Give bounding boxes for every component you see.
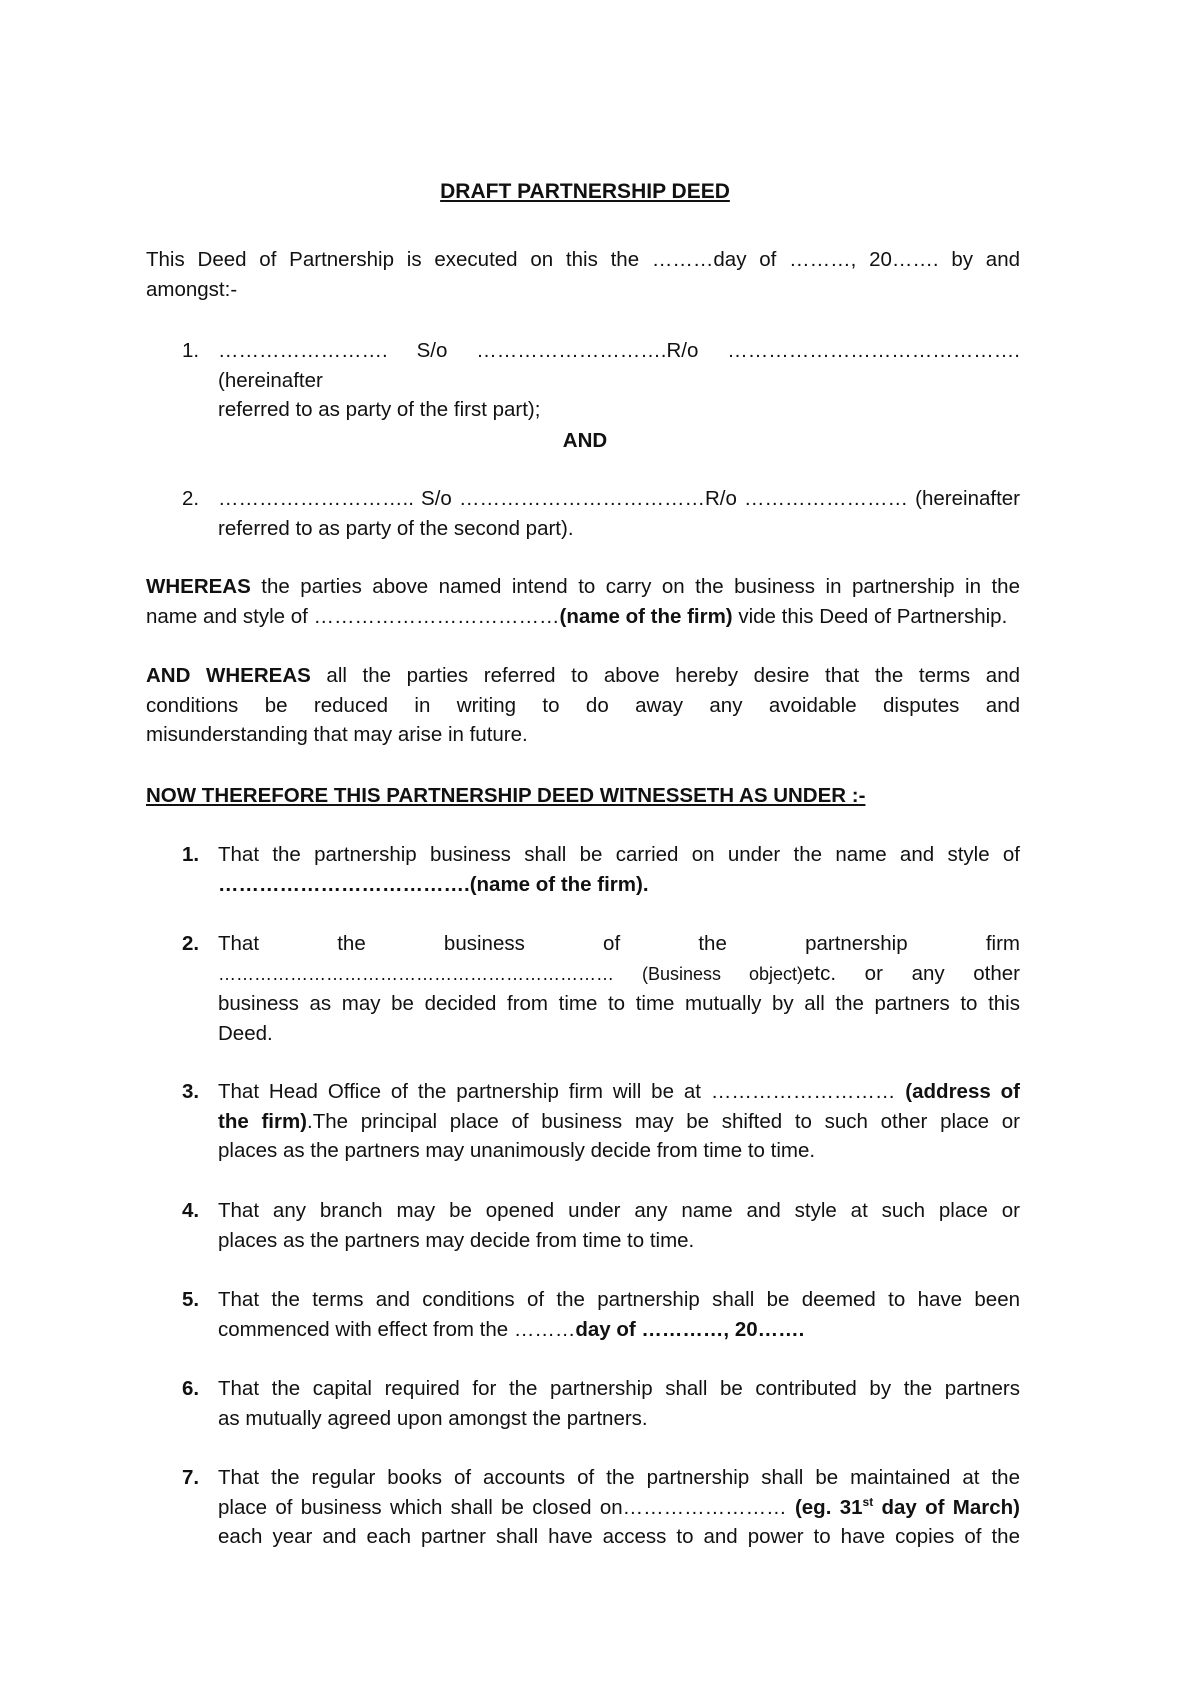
whereas-text-2c: vide this Deed of Partnership. — [732, 604, 1008, 628]
clause-2-line-1: That the business of the partnership firm — [218, 932, 1020, 955]
whereas-paragraph — [146, 572, 1020, 631]
party-2-line-1: ……………………….. S/o ………………………………R/o …………………… (hereinafter — [218, 487, 1020, 510]
intro-line-2: amongst:- — [146, 277, 238, 301]
and-separator: AND — [562, 429, 608, 452]
clause-2-business-object: ………………………………………………………… (Business object) — [218, 963, 803, 984]
clause-2 — [146, 929, 1020, 1048]
clause-5-line-2a: commenced with effect from the ……… — [218, 1317, 576, 1341]
and-whereas-paragraph — [146, 661, 1020, 750]
clause-7-line-3: each year and each partner shall have access to and power to have copies of the — [218, 1525, 1020, 1548]
party-2-line-2: referred to as party of the second part). — [218, 516, 574, 540]
clause-1-number: 1. — [182, 843, 200, 866]
clause-4-number: 4. — [182, 1199, 200, 1222]
clause-7-number: 7. — [182, 1466, 200, 1489]
clause-3-number: 3. — [182, 1080, 200, 1103]
clause-7-ordinal-suffix: st — [862, 1494, 874, 1509]
clause-2-line-4: Deed. — [218, 1021, 273, 1045]
witnesseth-heading: NOW THEREFORE THIS PARTNERSHIP DEED WITNESSETH AS UNDER :- — [146, 784, 866, 807]
whereas-firm-name: (name of the firm) — [559, 604, 733, 628]
clause-6-number: 6. — [182, 1377, 200, 1400]
clause-6-line-2: as mutually agreed upon amongst the partners. — [218, 1406, 648, 1430]
clause-3-line-1a: That Head Office of the partnership firm will be at ……………………… — [218, 1080, 906, 1103]
clause-2-line-3: business as may be decided from time to time mutually by all the partners to this — [218, 992, 1020, 1015]
and-whereas-text-2: conditions be reduced in writing to do away any avoidable disputes and — [146, 693, 1020, 717]
clause-1-line-1: That the partnership business shall be carried on under the name and style of — [218, 843, 1020, 866]
clause-2-number: 2. — [182, 932, 200, 955]
whereas-text-2a: name and style of ……………………………… — [146, 604, 560, 628]
whereas-label: WHEREAS — [146, 575, 251, 598]
clause-5-line-2b: day of …………, 20……. — [575, 1317, 805, 1341]
clause-7-line-2a: place of business which shall be closed on…………………… — [218, 1495, 795, 1519]
clause-6 — [146, 1374, 1020, 1433]
party-1-line-2: referred to as party of the first part); — [218, 398, 541, 421]
clause-5 — [146, 1285, 1020, 1344]
party-1-line-1: ……………………. S/o ……………………….R/o ……………………………………. (hereinafter — [218, 339, 1020, 392]
clause-4 — [146, 1196, 1020, 1255]
clause-7-line-1: That the regular books of accounts of the partnership shall be maintained at the — [218, 1466, 1020, 1489]
clause-3-firm-label: the firm) — [218, 1109, 307, 1133]
clause-4-line-2: places as the partners may decide from time to time. — [218, 1228, 695, 1252]
and-whereas-text-1: all the parties referred to above hereby desire that the terms and — [310, 664, 1020, 687]
clause-3-address-label: (address of — [905, 1080, 1021, 1103]
page-title: DRAFT PARTNERSHIP DEED — [440, 180, 730, 203]
and-whereas-text-3: misunderstanding that may arise in future. — [146, 723, 528, 746]
clause-1 — [146, 840, 1020, 899]
clause-3-line-2b: .The principal place of business may be shifted to such other place or — [307, 1109, 1020, 1133]
party-1-number: 1. — [182, 339, 200, 362]
clause-7-day-of-march: day of March) — [873, 1495, 1021, 1519]
clause-5-line-1: That the terms and conditions of the partnership shall be deemed to have been — [218, 1288, 1020, 1311]
clause-2-line-2b: etc. or any other — [802, 961, 1020, 985]
intro-line-1: This Deed of Partnership is executed on this the ………day of ………, 20……. by and — [146, 248, 1020, 271]
clause-4-line-1: That any branch may be opened under any name and style at such place or — [218, 1199, 1020, 1222]
clause-3 — [146, 1077, 1020, 1166]
whereas-text-1: the parties above named intend to carry on the business in partnership in the — [250, 575, 1020, 598]
clause-5-number: 5. — [182, 1288, 200, 1311]
clause-7-eg-label: (eg. 31 — [794, 1495, 863, 1519]
and-whereas-label: AND WHEREAS — [146, 664, 311, 687]
clause-1-line-2: ……………………………….(name of the firm). — [218, 872, 649, 896]
party-2 — [146, 484, 1020, 543]
party-2-number: 2. — [182, 487, 200, 510]
clause-3-line-3: places as the partners may unanimously decide from time to time. — [218, 1139, 816, 1162]
intro-paragraph — [146, 245, 1020, 304]
clause-7 — [146, 1463, 1020, 1552]
clause-6-line-1: That the capital required for the partnership shall be contributed by the partners — [218, 1377, 1020, 1400]
party-1 — [146, 336, 1020, 425]
